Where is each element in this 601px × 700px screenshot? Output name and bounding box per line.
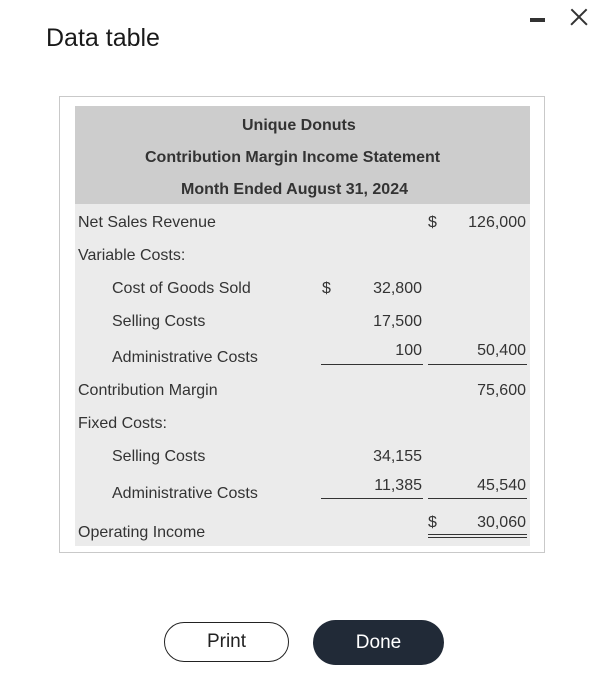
dialog-title: Data table (46, 24, 160, 52)
subtotal-underline (428, 498, 527, 499)
row-amount: 11,385 (374, 477, 422, 494)
row-label: Administrative Costs (112, 349, 258, 366)
dollar-sign: $ (428, 214, 437, 231)
row-total: 126,000 (468, 214, 526, 231)
done-button[interactable]: Done (313, 620, 444, 665)
row-label: Fixed Costs: (78, 415, 167, 432)
row-amount: 34,155 (373, 448, 422, 465)
subtotal-underline (321, 498, 423, 499)
row-amount: 32,800 (373, 280, 422, 297)
row-label: Selling Costs (112, 448, 206, 465)
row-total: 75,600 (477, 382, 526, 399)
minimize-icon[interactable] (524, 4, 552, 32)
row-label: Operating Income (78, 524, 206, 541)
row-label: Contribution Margin (78, 382, 218, 399)
row-amount: 17,500 (373, 313, 422, 330)
subtotal-underline (321, 364, 423, 365)
dollar-sign: $ (322, 280, 331, 297)
row-total: 30,060 (477, 514, 526, 531)
dollar-sign: $ (428, 514, 437, 531)
row-label: Administrative Costs (112, 485, 258, 502)
double-underline (428, 534, 527, 538)
row-amount: 100 (395, 342, 422, 359)
row-label: Net Sales Revenue (78, 214, 216, 231)
row-label: Cost of Goods Sold (112, 280, 251, 297)
row-label: Selling Costs (112, 313, 206, 330)
close-icon[interactable] (566, 4, 594, 32)
row-total: 50,400 (477, 342, 526, 359)
subtotal-underline (428, 364, 527, 365)
row-total: 45,540 (477, 477, 526, 494)
row-label: Variable Costs: (78, 247, 186, 264)
print-button[interactable]: Print (164, 622, 289, 662)
